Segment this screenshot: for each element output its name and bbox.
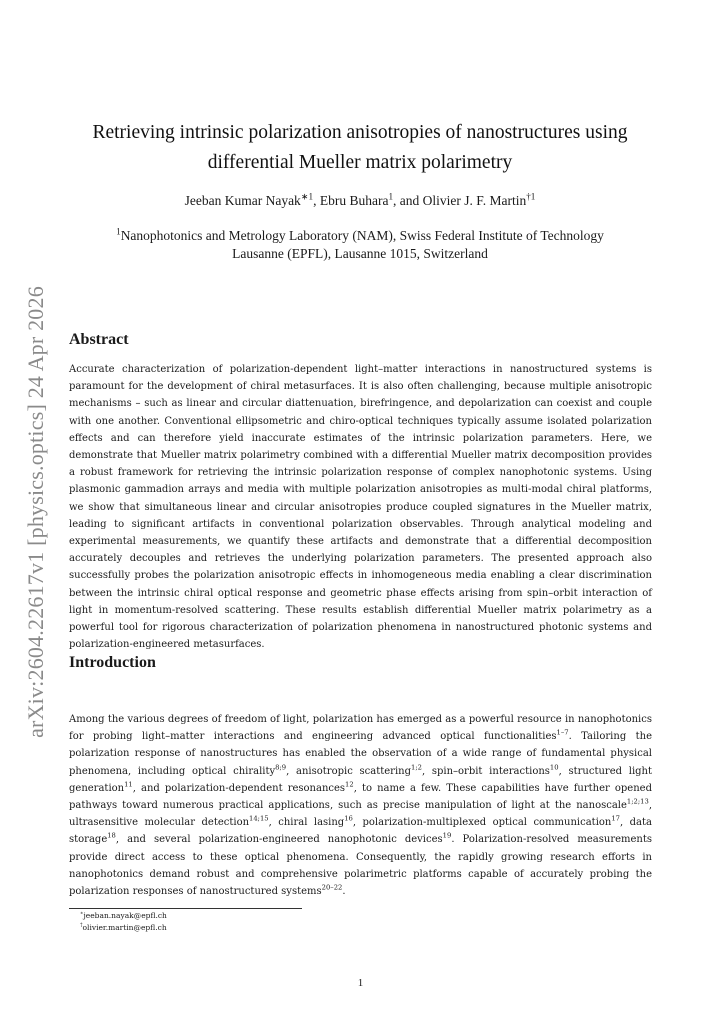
citation[interactable]: 16 (344, 814, 353, 823)
author-separator-2: , and (393, 193, 423, 208)
affiliation (60, 227, 660, 263)
author-separator-1: , (313, 193, 320, 208)
footnote-2: †olivier.martin@epfl.ch (80, 922, 167, 932)
author-3-mark: †1 (526, 191, 536, 202)
arxiv-sidebar-stamp (18, 262, 54, 762)
citation[interactable]: 12 (345, 780, 354, 789)
citation[interactable]: 19 (442, 832, 452, 841)
author-2-mark: 1 (388, 191, 394, 202)
abstract-heading: Abstract (69, 331, 129, 348)
author-list (60, 193, 660, 209)
author-2: Ebru Buhara (319, 193, 389, 208)
affiliation-line-1: $^1$Nanophotonics and Metrology Laboratory (NAM), Swiss Federal Institute of Technology (116, 226, 604, 243)
title-line-2: differential Mueller matrix polarimetry (207, 152, 513, 173)
affiliation-line-2: Lausanne (EPFL), Lausanne 1015, Switzerland (232, 246, 488, 261)
author-3: Olivier J. F. Martin (422, 193, 527, 208)
email-link[interactable]: olivier.martin@epfl.ch (82, 923, 167, 932)
author-1-mark: ∗1 (300, 191, 314, 202)
paper-title (60, 118, 660, 178)
email-link[interactable]: jeeban.nayak@epfl.ch (83, 911, 167, 920)
citation[interactable]: 1;2;13 (626, 797, 649, 806)
citation[interactable]: 10 (549, 763, 559, 772)
introduction-heading: Introduction (69, 654, 156, 671)
citation[interactable]: 1–7 (556, 728, 569, 737)
title-line-1: Retrieving intrinsic polarization anisotropies of nanostructures using (92, 122, 628, 143)
footnote-1: ∗jeeban.nayak@epfl.ch (80, 910, 167, 920)
page-number: 1 (357, 977, 364, 989)
citation[interactable]: 20–22 (321, 883, 343, 892)
citation[interactable]: 14;15 (249, 814, 269, 823)
citation[interactable]: 8;9 (275, 763, 287, 772)
abstract-text: Accurate characterization of polarization-dependent light–matter interactions in nanostructured systems is paramount for the development of chiral metasurfaces. It is also often challenging, because multiple anisotropic mechanisms – such as linear and circular diattenuation, birefringence, and depolarization can coexist and couple with one another. Conventional ellipsometric and chiro-optical techniques typically assume isolated polarization effects and can therefore yield inaccurate estimates of the intrinsic polarization parameters. Here, we demonstrate that Mueller matrix polarimetry combined with a differential Mueller matrix decomposition provides a robust framework for retrieving the intrinsic polarization response of complex nanophotonic systems. Using plasmonic gammadion arrays and media with multiple polarization anisotropies as multi-modal chiral platforms, we show that simultaneous linear and circular anisotropies produce coupled signatures in the Mueller matrix, leading to significant artifacts in conventional polarization observables. Through analytical modeling and experimental measurements, we quantify these artifacts and demonstrate that a differential decomposition accurately decouples and retrieves the underlying polarization parameters. The presented approach also successfully probes the polarization anisotropic effects in inhomogeneous media enabling a clear discrimination between the intrinsic chiral optical response and geometric phase effects arising from spin–orbit interaction of light in momentum-resolved scattering. These results establish differential Mueller matrix polarimetry as a powerful tool for rigorous characterization of polarization phenomena in nanostructured photonic systems and polarization-engineered metasurfaces. (69, 364, 652, 651)
citation[interactable]: 18 (107, 832, 116, 841)
introduction-paragraph: Among the various degrees of freedom of light, polarization has emerged as a powerful resource in nanophotonics for probing light–matter interactions and engineering advanced optical functionalities$^{1-7}$. Tailoring the polarization response of nanostructures has enabled the observation of a wide range of fundamental physical phenomena, including optical chirality$^{8;9}$, anisotropic scattering$^{1;2}$, spin–orbit interactions$^{10}$, structured light generation$^{11}$, and polarization-dependent resonances$^{12}$, to name a few. These capabilities have further opened pathways toward numerous practical applications, such as precise manipulation of light at the nanoscale$^{1;2;13}$, ultrasensitive molecular detection$^{14;15}$, chiral lasing$^{16}$, polarization-multiplexed optical communication$^{17}$, data storage$^{18}$, and several polarization-engineered nanophotonic devices$^{19}$. Polarization-resolved measurements provide direct access to these optical phenomena. Consequently, the rapidly growing research efforts in nanophotonics demand robust and comprehensive polarimetric platforms capable of accurately probing the polarization responses of nanostructured systems$^{20-22}$. (69, 714, 653, 898)
author-1: Jeeban Kumar Nayak (184, 193, 301, 208)
citation[interactable]: 1;2 (411, 763, 422, 772)
citation[interactable]: 11 (124, 780, 133, 789)
affiliation-mark: 1 (116, 226, 121, 237)
arxiv-identifier: arXiv:2604.22617v1 [physics.optics] 24 Apr 2026 (23, 286, 48, 738)
footnote-rule (69, 908, 302, 909)
citation[interactable]: 17 (611, 814, 621, 823)
